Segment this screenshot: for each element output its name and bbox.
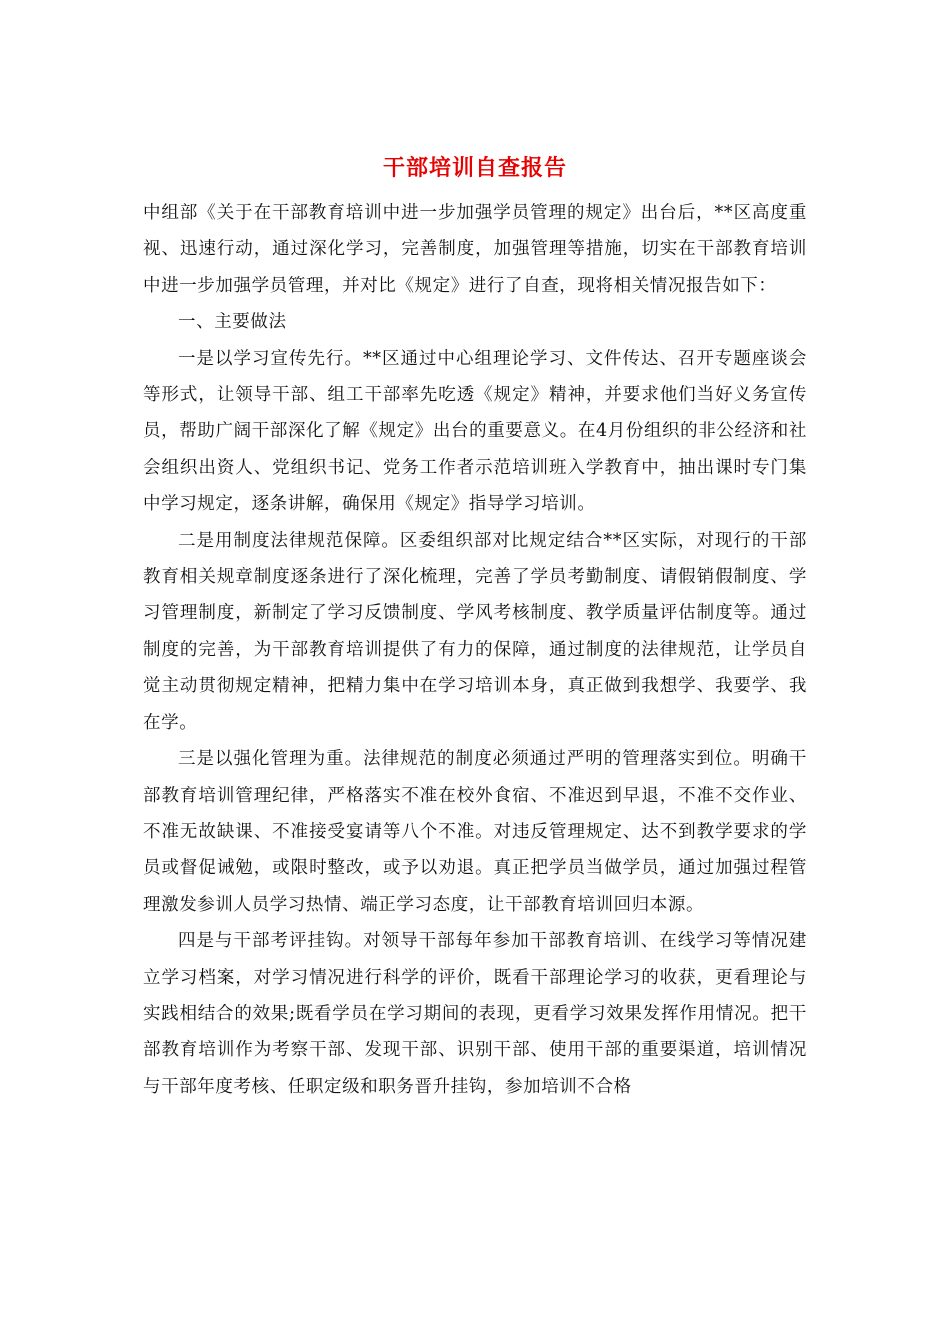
paragraph-strengthen-management: 三是以强化管理为重。法律规范的制度必须通过严明的管理落实到位。明确干部教育培训管理纪律，严格落实不准在校外食宿、不准迟到早退，不准不交作业、不准无故缺课、不准接受宴请等八个不准。对违反管理规定、达不到教学要求的学员或督促诫勉，或限时整改，或予以劝退。真正把学员当做学员，通过加强过程管理激发参训人员学习热情、端正学习态度，让干部教育培训回归本源。 bbox=[143, 749, 807, 915]
document-body bbox=[143, 195, 807, 1105]
document-title: 干部培训自查报告 bbox=[382, 155, 567, 181]
paragraph-publicity-first: 一是以学习宣传先行。**区通过中心组理论学习、文件传达、召开专题座谈会等形式，让领导干部、组工干部率先吃透《规定》精神，并要求他们当好义务宣传员，帮助广阔干部深化了解《规定》出台的重要意义。在4月份组织的非公经济和社会组织出资人、党组织书记、党务工作者示范培训班入学教育中，抽出课时专门集中学习规定，逐条讲解，确保用《规定》指导学习培训。 bbox=[143, 348, 807, 515]
paragraph-institutional-guarantee: 二是用制度法律规范保障。区委组织部对比规定结合**区实际，对现行的干部教育相关规章制度逐条进行了深化梳理，完善了学员考勤制度、请假销假制度、学习管理制度，新制定了学习反馈制度、学风考核制度、教学质量评估制度等。通过制度的完善，为干部教育培训提供了有力的保障，通过制度的法律规范，让学员自觉主动贯彻规定精神，把精力集中在学习培训本身，真正做到我想学、我要学、我在学。 bbox=[143, 530, 807, 733]
paragraph-link-evaluation: 四是与干部考评挂钩。对领导干部每年参加干部教育培训、在线学习等情况建立学习档案，对学习情况进行科学的评价，既看干部理论学习的收获，更看理论与实践相结合的效果;既看学员在学习期间的表现，更看学习效果发挥作用情况。把干部教育培训作为考察干部、发现干部、识别干部、使用干部的重要渠道，培训情况与干部年度考核、任职定级和职务晋升挂钩，参加培训不合格 bbox=[143, 931, 807, 1097]
section-heading-main-practices: 一、主要做法 bbox=[178, 312, 287, 333]
intro-paragraph: 中组部《关于在干部教育培训中进一步加强学员管理的规定》出台后，**区高度重视、迅速行动，通过深化学习，完善制度，加强管理等措施，切实在干部教育培训中进一步加强学员管理，并对比《规定》进行了自查，现将相关情况报告如下： bbox=[143, 203, 807, 296]
